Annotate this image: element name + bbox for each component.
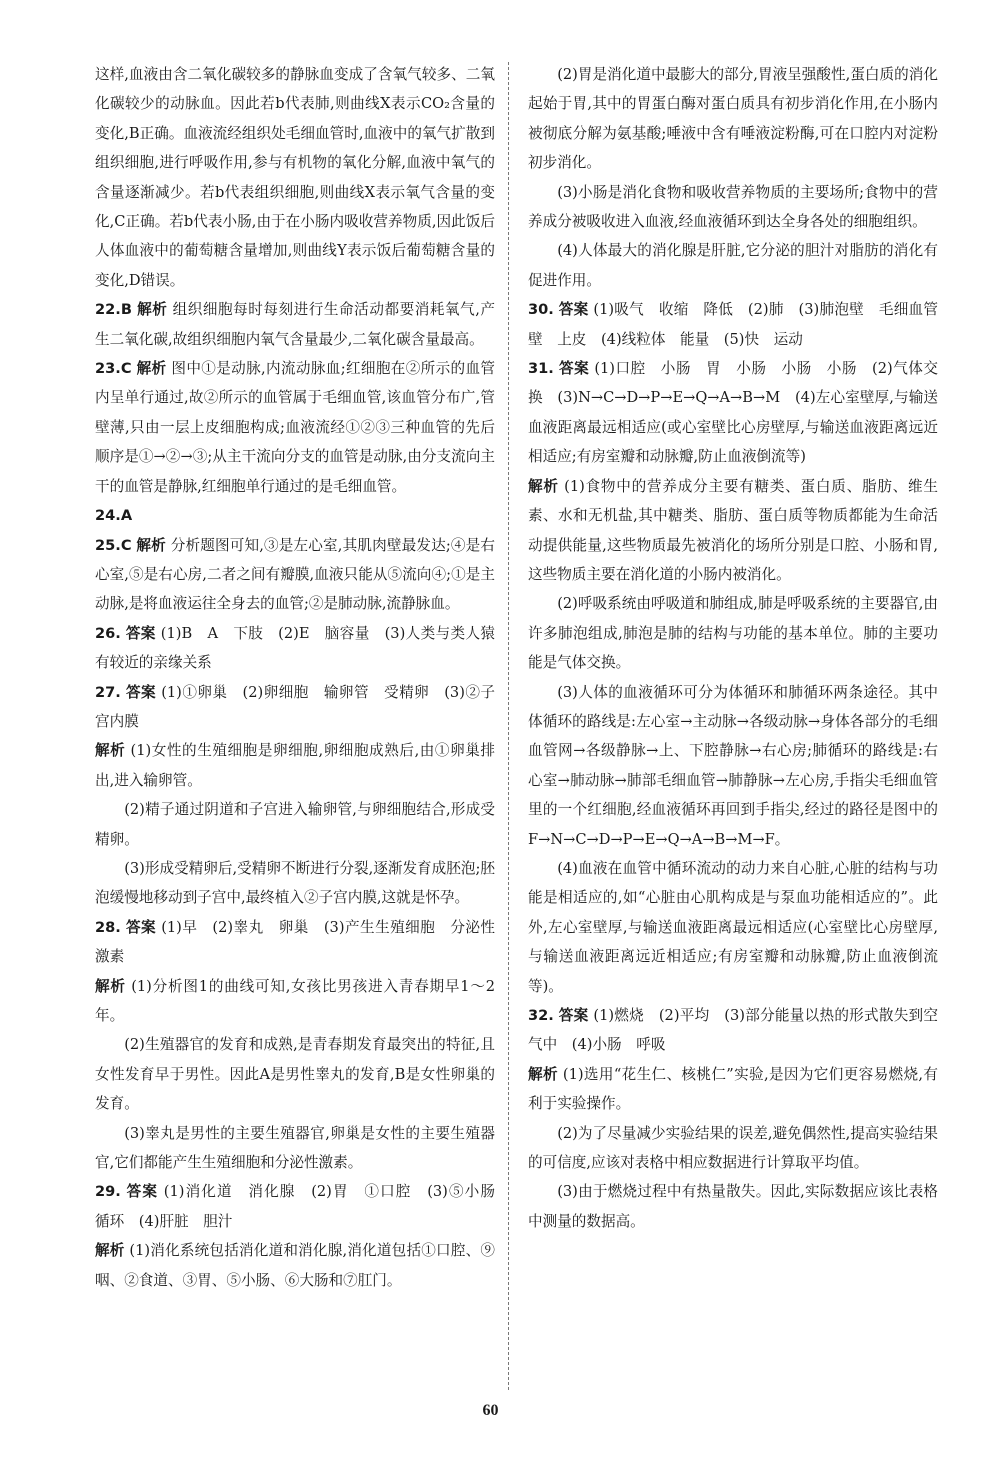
- question-entry: [95, 1177, 510, 1236]
- analysis-paragraph: [95, 1030, 495, 1118]
- answer-text: (1)消化道 消化腺 (2)胃 ①口腔 (3)⑤小肠 循环 (4)肝脏 胆汁: [95, 1183, 510, 1230]
- question-number: 27.: [95, 683, 121, 701]
- paragraph-text: (2)为了尽量减少实验结果的误差,避免偶然性,提高实验结果的可信度,应该对表格中相应数据进行计算取平均值。: [528, 1124, 938, 1172]
- answer-label: 答案: [558, 301, 589, 319]
- analysis-block: [95, 972, 495, 1031]
- analysis-paragraph: [528, 1119, 938, 1178]
- right-column: [528, 60, 938, 1236]
- answer-choice: C: [120, 360, 132, 378]
- question-entry: [95, 501, 495, 530]
- paragraph-text: (4)人体最大的消化腺是肝脏,它分泌的胆汁对脂肪的消化有促进作用。: [528, 242, 938, 289]
- paragraph-text: (3)形成受精卵后,受精卵不断进行分裂,逐渐发育成胚泡;胚泡缓慢地移动到子宫中,最终植入②子宫内膜,这就是怀孕。: [95, 859, 495, 907]
- paragraph-text: (2)胃是消化道中最膨大的部分,胃液呈强酸性,蛋白质的消化起始于胃,其中的胃蛋白酶对蛋白质具有初步消化作用,在小肠内被彻底分解为氨基酸;唾液中含有唾液淀粉酶,可在口腔内对淀粉初步消化。: [528, 66, 938, 172]
- question-entry: [95, 295, 495, 354]
- answer-label: 答案: [125, 683, 157, 701]
- answer-text: (1)B A 下肢 (2)E 脑容量 (3)人类与类人猿有较近的亲缘关系: [95, 624, 495, 672]
- answer-text: (1)吸气 收缩 降低 (2)肺 (3)肺泡壁 毛细血管壁 上皮 (4)线粒体 能量 (5)快 运动: [528, 301, 939, 348]
- analysis-block: [95, 1236, 495, 1295]
- question-number: 30.: [528, 301, 554, 319]
- question-number: 29.: [95, 1183, 121, 1201]
- question-entry: [95, 531, 495, 619]
- page-number: 60: [482, 1402, 499, 1419]
- analysis-label: 解析: [95, 742, 126, 760]
- question-number: 32.: [528, 1007, 554, 1024]
- question-entry: [528, 354, 938, 472]
- answer-text: (1)①卵巢 (2)卵细胞 输卵管 受精卵 (3)②子宫内膜: [95, 683, 496, 730]
- question-number: 22.: [95, 301, 121, 319]
- paragraph-text: 组织细胞每时每刻进行生命活动都要消耗氧气,产生二氧化碳,故组织细胞内氧气含量最少,二氧化碳含量最高。: [95, 301, 495, 348]
- column-divider: [508, 62, 509, 1390]
- analysis-paragraph: [95, 1119, 495, 1178]
- answer-text: (1)燃烧 (2)平均 (3)部分能量以热的形式散失到空气中 (4)小肠 呼吸: [528, 1007, 939, 1054]
- question-entry: [95, 354, 495, 501]
- analysis-label: 解析: [528, 1065, 558, 1083]
- analysis-label: 解析: [136, 536, 166, 554]
- paragraph-text: (1)女性的生殖细胞是卵细胞,卵细胞成熟后,由①卵巢排出,进入输卵管。: [95, 742, 495, 789]
- analysis-paragraph: [528, 60, 938, 178]
- answer-label: 答案: [558, 1007, 589, 1024]
- question-number: 26.: [95, 624, 121, 642]
- analysis-paragraph: [95, 795, 495, 854]
- paragraph-text: (2)生殖器官的发育和成熟,是青春期发育最突出的特征,且女性发育早于男性。因此A是男性睾丸的发育,B是女性卵巢的发育。: [95, 1036, 495, 1113]
- paragraph-text: (1)食物中的营养成分主要有糖类、蛋白质、脂肪、维生素、水和无机盐,其中糖类、脂肪、蛋白质等物质都能为生命活动提供能量,这些物质最先被消化的场所分别是口腔、小肠和胃,这些物质主要在消化道的小肠内被消化。: [528, 477, 938, 583]
- answer-choice: C: [120, 536, 132, 554]
- paragraph-text: (3)人体的血液循环可分为体循环和肺循环两条途径。其中体循环的路线是:左心室→主动脉→各级动脉→身体各部分的毛细血管网→各级静脉→上、下腔静脉→右心房;肺循环的路线是:右心室→肺动脉→肺部毛细血管→肺静脉→左心房,手指尖毛细血管里的一个红细胞,经血液循环再回到手指尖,经过的路径是图中的F→N→C→D→P→E→Q→A→B→M→F。: [528, 683, 938, 848]
- analysis-paragraph: [528, 236, 938, 295]
- question-entry: [528, 1001, 938, 1060]
- paragraph-text: (2)精子通过阴道和子宫进入输卵管,与卵细胞结合,形成受精卵。: [95, 801, 495, 848]
- analysis-paragraph: [528, 678, 938, 854]
- question-entry: [95, 678, 495, 737]
- question-number: 24.: [95, 507, 121, 525]
- analysis-paragraph: [528, 178, 938, 237]
- analysis-paragraph: [528, 854, 938, 1001]
- answer-choice: B: [120, 301, 132, 319]
- paragraph-text: (4)血液在血管中循环流动的动力来自心脏,心脏的结构与功能是相适应的,如“心脏由心肌构成是与泵血功能相适应的”。此外,左心室壁厚,与输送血液距离最远相适应(心室壁比心房壁厚,与输送血液距离远近相适应;有房室瓣和动脉瓣,防止血液倒流等)。: [528, 859, 938, 995]
- question-entry: [95, 913, 495, 972]
- answer-text: (1)早 (2)睾丸 卵巢 (3)产生生殖细胞 分泌性激素: [95, 918, 496, 966]
- analysis-paragraph: [528, 1177, 938, 1236]
- paragraph-text: (3)睾丸是男性的主要生殖器官,卵巢是女性的主要生殖器官,它们都能产生生殖细胞和分泌性激素。: [95, 1124, 495, 1172]
- analysis-block: [95, 736, 495, 795]
- paragraph-text: (3)由于燃烧过程中有热量散失。因此,实际数据应该比表格中测量的数据高。: [528, 1183, 938, 1230]
- paragraph-text: (3)小肠是消化食物和吸收营养物质的主要场所;食物中的营养成分被吸收进入血液,经血液循环到达全身各处的细胞组织。: [528, 183, 938, 231]
- paragraph-text: (1)选用“花生仁、核桃仁”实验,是因为它们更容易燃烧,有利于实验操作。: [528, 1065, 939, 1113]
- answer-label: 答案: [126, 1183, 159, 1201]
- analysis-paragraph: [95, 854, 495, 913]
- analysis-label: 解析: [95, 977, 126, 995]
- paragraph-text: 分析题图可知,③是左心室,其肌肉壁最发达;④是右心室,⑤是右心房,二者之间有瓣膜,血液只能从⑤流向④;①是主动脉,是将血液运往全身去的血管;②是肺动脉,流静脉血。: [95, 536, 496, 613]
- question-number: 25.: [95, 536, 121, 554]
- paragraph-text: (1)消化系统包括消化道和消化腺,消化道包括①口腔、⑨咽、②食道、③胃、⑤小肠、⑥大肠和⑦肛门。: [95, 1242, 495, 1289]
- analysis-label: 解析: [136, 360, 167, 378]
- question-entry: [528, 295, 938, 354]
- answer-label: 答案: [125, 918, 157, 936]
- answer-text: (1)口腔 小肠 胃 小肠 小肠 小肠 (2)气体交换 (3)N→C→D→P→E→Q→A→B→M (4)左心室壁厚,与输送血液距离最远相适应(或心室壁比心房壁厚,与输送血液距离远近相适应;有房室瓣和动脉瓣,防止血液倒流等): [528, 360, 938, 466]
- question-entry: [95, 619, 495, 678]
- analysis-block: [528, 1060, 938, 1119]
- paragraph-text: (1)分析图1的曲线可知,女孩比男孩进入青春期早1～2年。: [95, 977, 495, 1024]
- analysis-label: 解析: [137, 301, 168, 319]
- paragraph-text: (2)呼吸系统由呼吸道和肺组成,肺是呼吸系统的主要器官,由许多肺泡组成,肺泡是肺的结构与功能的基本单位。肺的主要功能是气体交换。: [528, 595, 938, 672]
- question-number: 28.: [95, 918, 121, 936]
- paragraph: [95, 60, 495, 295]
- left-column: [95, 60, 510, 1295]
- answer-choice: A: [120, 507, 133, 525]
- analysis-label: 解析: [528, 477, 559, 495]
- answer-label: 答案: [559, 360, 590, 378]
- analysis-block: [528, 472, 938, 590]
- paragraph-text: 这样,血液由含二氧化碳较多的静脉血变成了含氧气较多、二氧化碳较少的动脉血。因此若b代表肺,则曲线X表示CO₂含量的变化,B正确。血液流经组织处毛细血管时,血液中的氧气扩散到组织细胞,进行呼吸作用,参与有机物的氧化分解,血液中氧气的含量逐渐减少。若b代表组织细胞,则曲线X表示氧气含量的变化,C正确。若b代表小肠,由于在小肠内吸收营养物质,因此饭后人体血液中的葡萄糖含量增加,则曲线Y表示饭后葡萄糖含量的变化,D错误。: [95, 66, 495, 289]
- paragraph-text: 图中①是动脉,内流动脉血;红细胞在②所示的血管内呈单行通过,故②所示的血管属于毛细血管,该血管分布广,管壁薄,只由一层上皮细胞构成;血液流经①②③三种血管的先后顺序是①→②→③;从主干流向分支的血管是动脉,由分支流向主干的血管是静脉,红细胞单行通过的是毛细血管。: [95, 360, 495, 495]
- question-number: 31.: [528, 360, 554, 378]
- answer-label: 答案: [125, 624, 156, 642]
- analysis-label: 解析: [95, 1242, 125, 1260]
- analysis-paragraph: [528, 589, 938, 677]
- question-number: 23.: [95, 360, 121, 378]
